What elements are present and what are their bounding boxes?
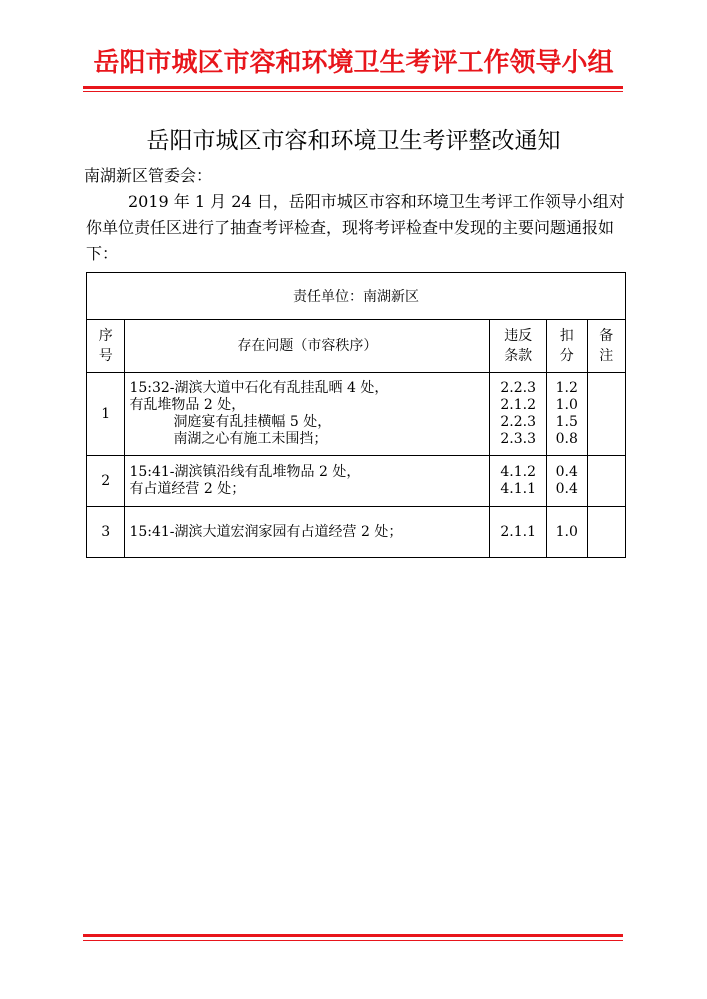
header-score: 扣 分 xyxy=(546,320,587,373)
row-scores: 1.0 xyxy=(546,507,587,558)
recipient: 南湖新区管委会： xyxy=(84,166,213,185)
row-note xyxy=(587,373,625,456)
row-issues: 15:32-湖滨大道中石化有乱挂乱晒 4 处， 有乱堆物品 2 处， 洞庭宴有乱挂横幅 5 处， 南湖之心有施工未围挡； xyxy=(125,373,490,456)
letterhead-title: 岳阳市城区市容和环境卫生考评工作领导小组 xyxy=(93,48,614,78)
row-clauses: 4.1.2 4.1.1 xyxy=(490,456,547,507)
table-row xyxy=(87,373,626,456)
body-paragraph: 2019 年 1 月 24 日，岳阳市城区市容和环境卫生考评工作领导小组对你单位责任区进行了抽查考评检查，现将考评检查中发现的主要问题通报如下： xyxy=(86,192,625,263)
row-note xyxy=(587,507,625,558)
row-issues: 15:41-湖滨大道宏润家园有占道经营 2 处； xyxy=(125,507,490,558)
row-number: 1 xyxy=(87,373,125,456)
header-issue: 存在问题（市容秩序） xyxy=(125,320,490,373)
header-rule-thin xyxy=(83,91,623,92)
table-row xyxy=(87,507,626,558)
header-rule-thick xyxy=(83,86,623,89)
row-scores: 0.4 0.4 xyxy=(546,456,587,507)
table-unit-row xyxy=(87,273,626,320)
row-scores: 1.2 1.0 1.5 0.8 xyxy=(546,373,587,456)
row-note xyxy=(587,456,625,507)
row-number: 2 xyxy=(87,456,125,507)
table-row xyxy=(87,456,626,507)
table-header-row xyxy=(87,320,626,373)
inspection-table xyxy=(86,272,626,558)
row-number: 3 xyxy=(87,507,125,558)
footer-rule-thin xyxy=(83,940,623,941)
responsible-unit: 责任单位：南湖新区 xyxy=(87,273,626,320)
row-clauses: 2.1.1 xyxy=(490,507,547,558)
row-clauses: 2.2.3 2.1.2 2.2.3 2.3.3 xyxy=(490,373,547,456)
notice-title: 岳阳市城区市容和环境卫生考评整改通知 xyxy=(146,128,561,154)
header-note: 备 注 xyxy=(587,320,625,373)
header-clause: 违反 条款 xyxy=(490,320,547,373)
header-no: 序 号 xyxy=(87,320,125,373)
footer-rule-thick xyxy=(83,934,623,937)
row-issues: 15:41-湖滨镇沿线有乱堆物品 2 处， 有占道经营 2 处； xyxy=(125,456,490,507)
